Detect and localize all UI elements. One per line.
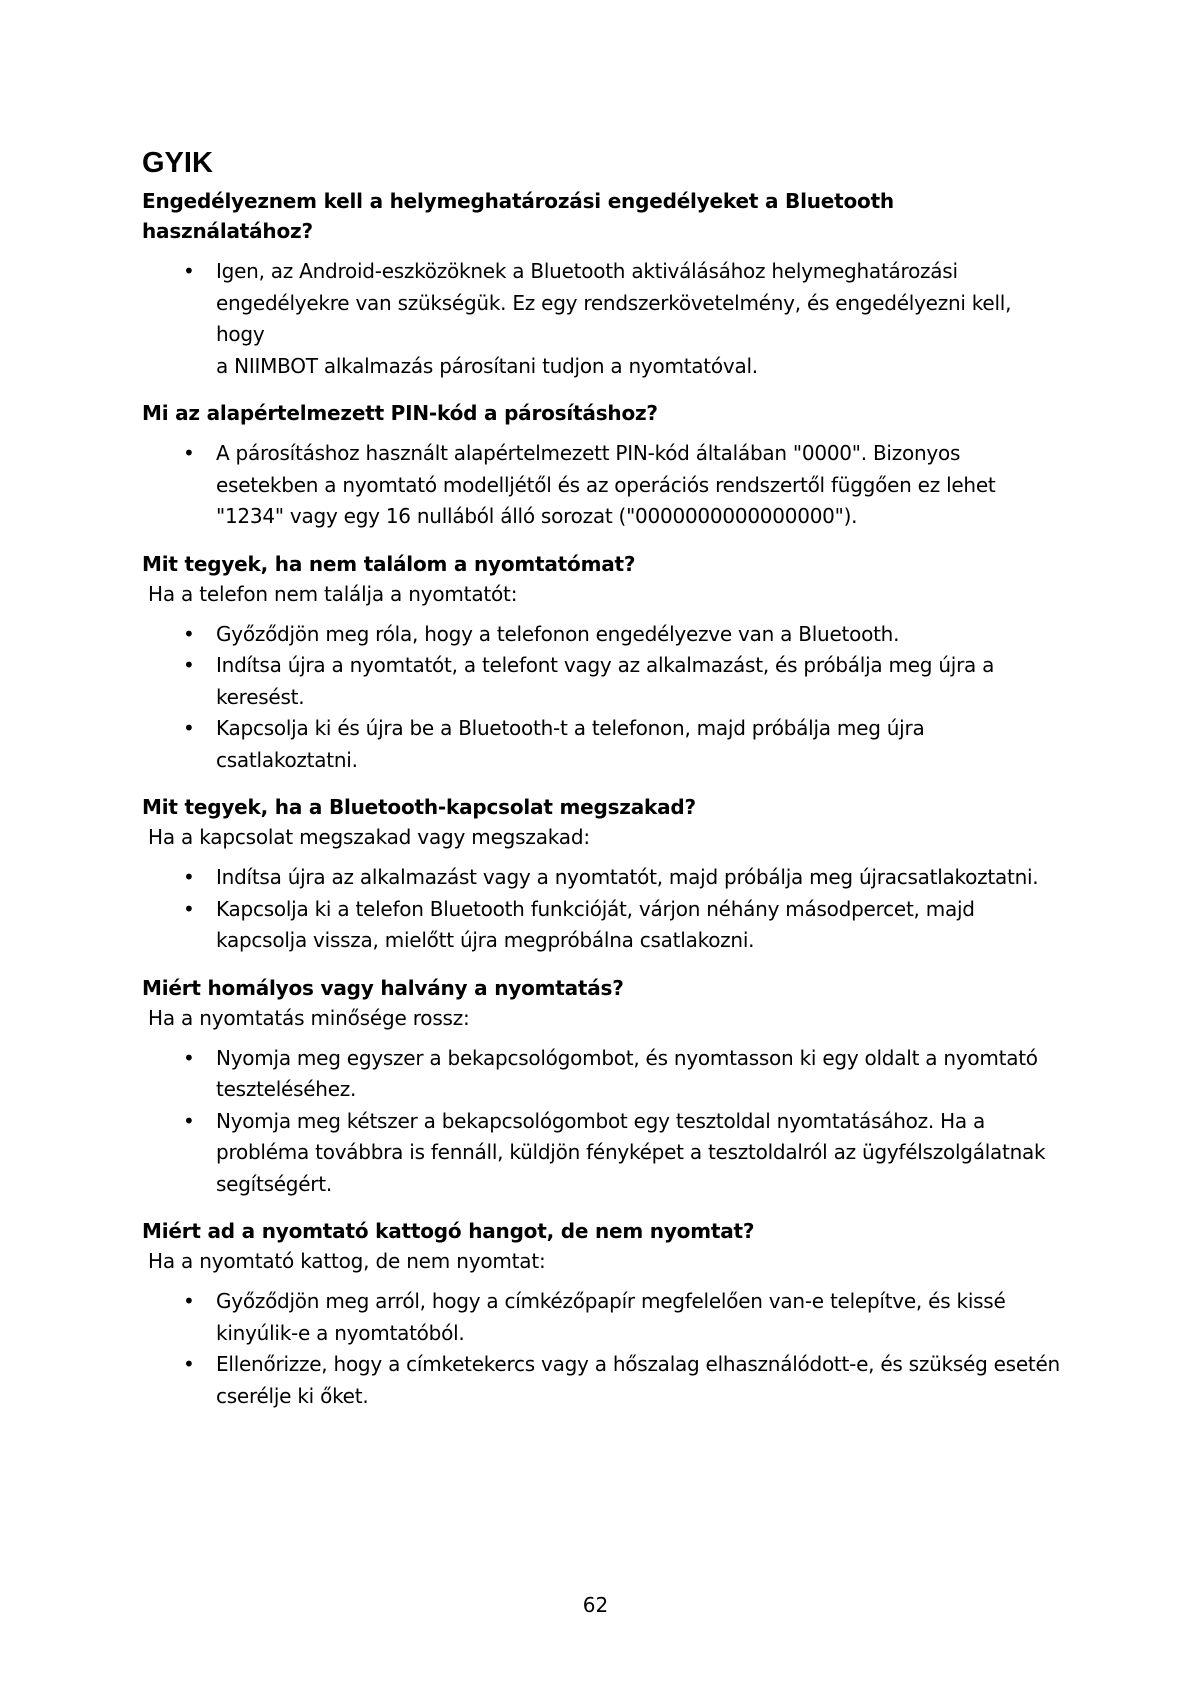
list-item <box>142 894 1062 957</box>
list-item-line: keresést. <box>216 684 305 709</box>
faq-intro: Ha a kapcsolat megszakad vagy megszakad: <box>148 825 590 849</box>
faq-intro: Ha a nyomtató kattog, de nem nyomtat: <box>148 1249 546 1273</box>
bullet-icon: • <box>183 441 195 465</box>
bullet-icon: • <box>183 896 195 921</box>
list-item-line: csatlakoztatni. <box>216 747 358 772</box>
list-item-line: Ellenőrizze, hogy a címketekercs vagy a hőszalag elhasználódott-e, és szükség esetén <box>216 1352 1060 1376</box>
bullet-icon: • <box>183 259 195 283</box>
faq-intro: Ha a telefon nem találja a nyomtatót: <box>148 581 518 606</box>
list-item-line: A párosításhoz használt alapértelmezett PIN-kód általában "0000". Bizonyos <box>216 441 961 465</box>
list-item-line: "1234" vagy egy 16 nullából álló sorozat ("0000000000000000"). <box>216 504 858 528</box>
page-title: GYIK <box>142 147 213 179</box>
list-item-line: segítségért. <box>216 1171 332 1196</box>
bullet-icon: • <box>183 621 195 646</box>
faq-question: Mit tegyek, ha a Bluetooth-kapcsolat megszakad? <box>142 795 696 819</box>
faq-question: Miért homályos vagy halvány a nyomtatás? <box>142 975 624 1000</box>
faq-answer-list <box>142 438 1062 533</box>
bullet-icon: • <box>183 1289 195 1313</box>
list-item-line: Indítsa újra a nyomtatót, a telefont vagy az alkalmazást, és próbálja meg újra a <box>216 653 995 677</box>
faq-answer-list <box>142 256 1062 382</box>
faq-answer-list <box>142 862 1062 957</box>
list-item-line: Győződjön meg róla, hogy a telefonon engedélyezve van a Bluetooth. <box>216 621 900 646</box>
list-item-line: engedélyekre van szükségük. Ez egy rendszerkövetelmény, és engedélyezni kell, hogy <box>216 290 1012 346</box>
faq-answer-list <box>142 1286 1062 1412</box>
list-item <box>142 1043 1062 1106</box>
faq-question: Engedélyeznem kell a helymeghatározási engedélyeket a Bluetooth használatához? <box>142 189 894 243</box>
bullet-icon: • <box>183 716 195 740</box>
list-item <box>142 256 1062 382</box>
list-item-line: a NIIMBOT alkalmazás párosítani tudjon a nyomtatóval. <box>216 353 758 378</box>
list-item <box>142 1106 1062 1201</box>
list-item <box>142 650 1062 713</box>
faq-intro: Ha a nyomtatás minősége rossz: <box>148 1005 470 1030</box>
list-item-line: Nyomja meg kétszer a bekapcsológombot egy tesztoldal nyomtatásához. Ha a <box>216 1108 986 1133</box>
list-item-line: kinyúlik-e a nyomtatóból. <box>216 1320 465 1345</box>
list-item <box>142 1349 1062 1412</box>
faq-answer-list <box>142 619 1062 777</box>
list-item <box>142 862 1062 894</box>
list-item-line: kapcsolja vissza, mielőtt újra megpróbálna csatlakozni. <box>216 928 755 952</box>
list-item <box>142 619 1062 651</box>
faq-question: Miért ad a nyomtató kattogó hangot, de nem nyomtat? <box>142 1219 755 1243</box>
list-item-line: teszteléséhez. <box>216 1077 357 1101</box>
list-item-line: Kapcsolja ki a telefon Bluetooth funkcióját, várjon néhány másodpercet, majd <box>216 896 975 921</box>
list-item-line: Győződjön meg arról, hogy a címkézőpapír megfelelően van-e telepítve, és kissé <box>216 1289 1006 1313</box>
bullet-icon: • <box>183 1352 195 1376</box>
list-item-line: probléma továbbra is fennáll, küldjön fényképet a tesztoldalról az ügyfélszolgálatnak <box>216 1140 1046 1164</box>
list-item <box>142 713 1062 776</box>
faq-answer-list <box>142 1043 1062 1201</box>
list-item-line: esetekben a nyomtató modelljétől és az operációs rendszertől függően ez lehet <box>216 472 996 497</box>
list-item-line: Nyomja meg egyszer a bekapcsológombot, és nyomtasson ki egy oldalt a nyomtató <box>216 1045 1038 1070</box>
list-item <box>142 438 1062 533</box>
faq-question: Mit tegyek, ha nem találom a nyomtatómat? <box>142 551 636 576</box>
faq-question: Mi az alapértelmezett PIN-kód a párosításhoz? <box>142 401 658 425</box>
page-number: 62 <box>582 1593 609 1617</box>
bullet-icon: • <box>183 1045 195 1070</box>
bullet-icon: • <box>183 865 195 889</box>
faq-content <box>142 146 1062 1428</box>
bullet-icon: • <box>183 653 195 677</box>
list-item-line: Kapcsolja ki és újra be a Bluetooth-t a telefonon, majd próbálja meg újra <box>216 716 925 740</box>
list-item-line: cserélje ki őket. <box>216 1383 369 1408</box>
list-item-line: Igen, az Android-eszközöknek a Bluetooth aktiválásához helymeghatározási <box>216 259 958 283</box>
list-item <box>142 1286 1062 1349</box>
list-item-line: Indítsa újra az alkalmazást vagy a nyomtatót, majd próbálja meg újracsatlakoztatni. <box>216 865 1039 889</box>
bullet-icon: • <box>183 1108 195 1133</box>
